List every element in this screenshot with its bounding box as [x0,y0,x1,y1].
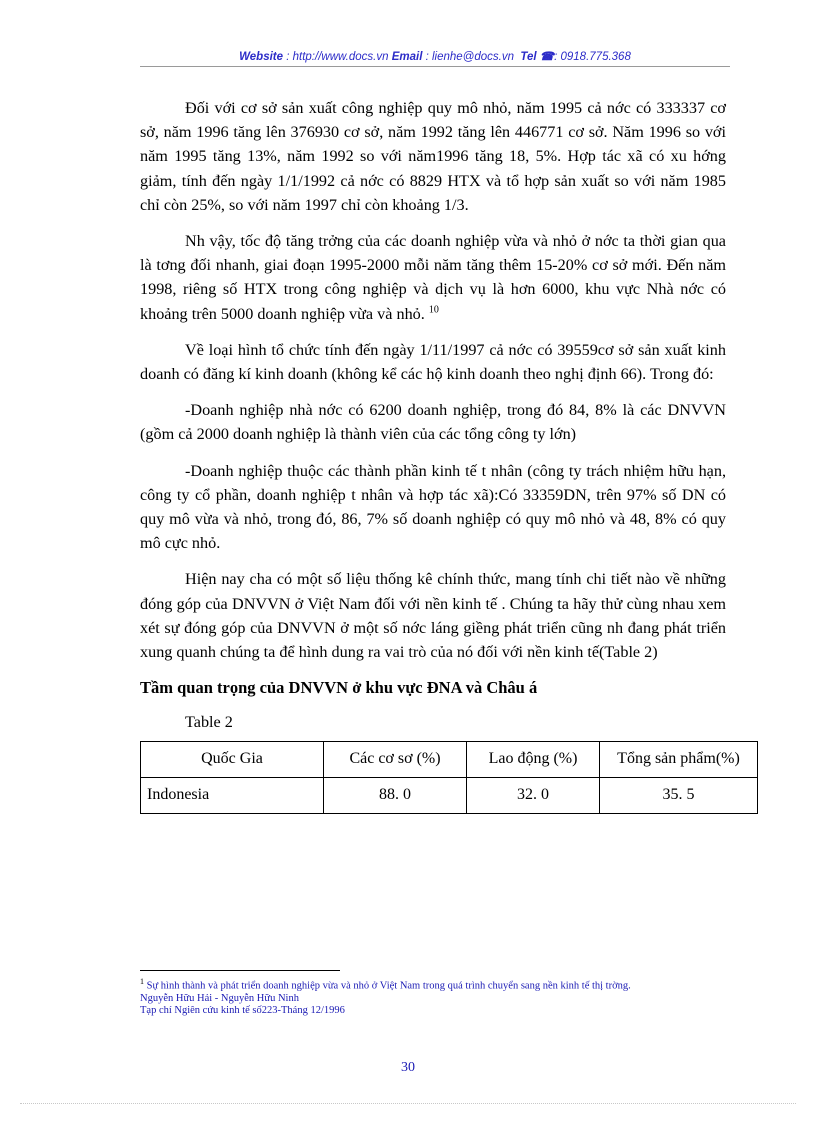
paragraph-4: -Doanh nghiệp nhà nớc có 6200 doanh nghiệp, trong đó 84, 8% là các DNVVN (gồm cả 2000 doanh nghiệp là thành viên của các tổng công ty lớn) [140,401,726,444]
footnote-line-1: Sự hình thành và phát triển doanh nghiệp vừa và nhỏ ở Việt Nam trong quá trình chuyển sang nền kinh tế thị trờng. [146,980,631,992]
document-body [140,96,740,814]
table-header-row [141,741,758,777]
table-cell: 32. 0 [467,777,600,813]
reference-superscript: 10 [428,304,439,316]
email-label: Email [391,51,423,63]
data-table [140,741,758,814]
paragraph-3: Về loại hình tổ chức tính đến ngày 1/11/1997 cả nớc có 39559cơ sở sản xuất kinh doanh có đăng kí kinh doanh (không kể các hộ kinh doanh theo nghị định 66). Trong đó: [140,340,726,384]
footnote-number: 1 [140,977,144,986]
page-bottom-border [20,1103,796,1104]
table-cell: 35. 5 [600,777,758,813]
page-number: 30 [401,1060,415,1075]
website-sep: : [283,51,293,63]
table-header-cell: Lao động (%) [467,741,600,777]
tel-label: Tel [520,51,537,63]
table-header-cell: Các cơ sơ (%) [324,741,467,777]
paragraph-6: Hiện nay cha có một số liệu thống kê chính thức, mang tính chi tiết nào về những đóng góp của DNVVN ở Việt Nam đối với nền kinh tế . Chúng ta hãy thử cùng nhau xem xét sự đóng góp của DNVVN ở một số nớc láng giềng phát triển cũng nh đang phát triển xung quanh chúng ta để hình dung ra vai trò của nó đối với nền kinh tế(Table 2) [140,570,726,662]
paragraph-2-text: Nh vậy, tốc độ tăng trởng của các doanh nghiệp vừa và nhỏ ở nớc ta thời gian qua là tơng đối nhanh, giai đoạn 1995-2000 mỗi năm tăng thêm 15-20% cơ sở mới. Đến năm 1998, riêng số HTX trong công nghiệp và dịch vụ là hơn 6000, khu vực Nhà nớc có khoảng trên 5000 doanh nghiệp vừa và nhỏ. [140,232,726,323]
tel-value: : 0918.775.368 [554,51,631,63]
paragraph-2 [140,229,726,326]
table-cell: Indonesia [141,777,324,813]
paragraph-1: Đối với cơ sở sản xuất công nghiệp quy mô nhỏ, năm 1995 cả nớc có 333337 cơ sở, năm 1996 tăng lên 376930 cơ sở, năm 1992 tăng lên 446771 cơ sở. Năm 1996 so với năm 1995 tăng 13%, năm 1992 so với năm1996 tăng 18, 5%. Hợp tác xã có xu hớng giảm, tính đến ngày 1/1/1992 cả nớc có 8829 HTX và tổ hợp sản xuất so với năm 1985 chỉ còn 25%, so với năm 1997 chỉ còn khoảng 1/3. [140,99,726,214]
table-caption: Table 2 [185,713,233,732]
phone-icon: ☎ [539,51,555,63]
footnote-divider [140,970,340,971]
website-label: Website [239,51,284,63]
table-header-cell: Quốc Gia [141,741,324,777]
table-row [141,777,758,813]
table-cell: 88. 0 [324,777,467,813]
footnote [140,976,740,1017]
paragraph-5: -Doanh nghiệp thuộc các thành phần kinh tế t nhân (công ty trách nhiệm hữu hạn, công ty cổ phần, doanh nghiệp t nhân và hợp tác xã):Có 33359DN, trên 97% số DN có quy mô vừa và nhỏ, trong đó, 86, 7% số doanh nghiệp có quy mô nhỏ và 48, 8% có quy mô cực nhỏ. [140,461,726,553]
section-heading: Tầm quan trọng của DNVVN ở khu vực ĐNA và Châu á [140,678,538,698]
email-sep: : [422,51,432,63]
header-divider [140,66,730,67]
email-value[interactable]: lienhe@docs.vn [431,51,514,63]
table-header-cell: Tổng sản phẩm(%) [600,741,758,777]
footnote-line-2: Nguyễn Hữu Hải - Nguyễn Hữu Ninh [140,992,299,1004]
page-header [140,49,730,63]
website-url[interactable]: http://www.docs.vn [292,51,389,63]
footnote-line-3: Tạp chí Ngiên cứu kinh tế số223-Tháng 12/1996 [140,1004,345,1016]
